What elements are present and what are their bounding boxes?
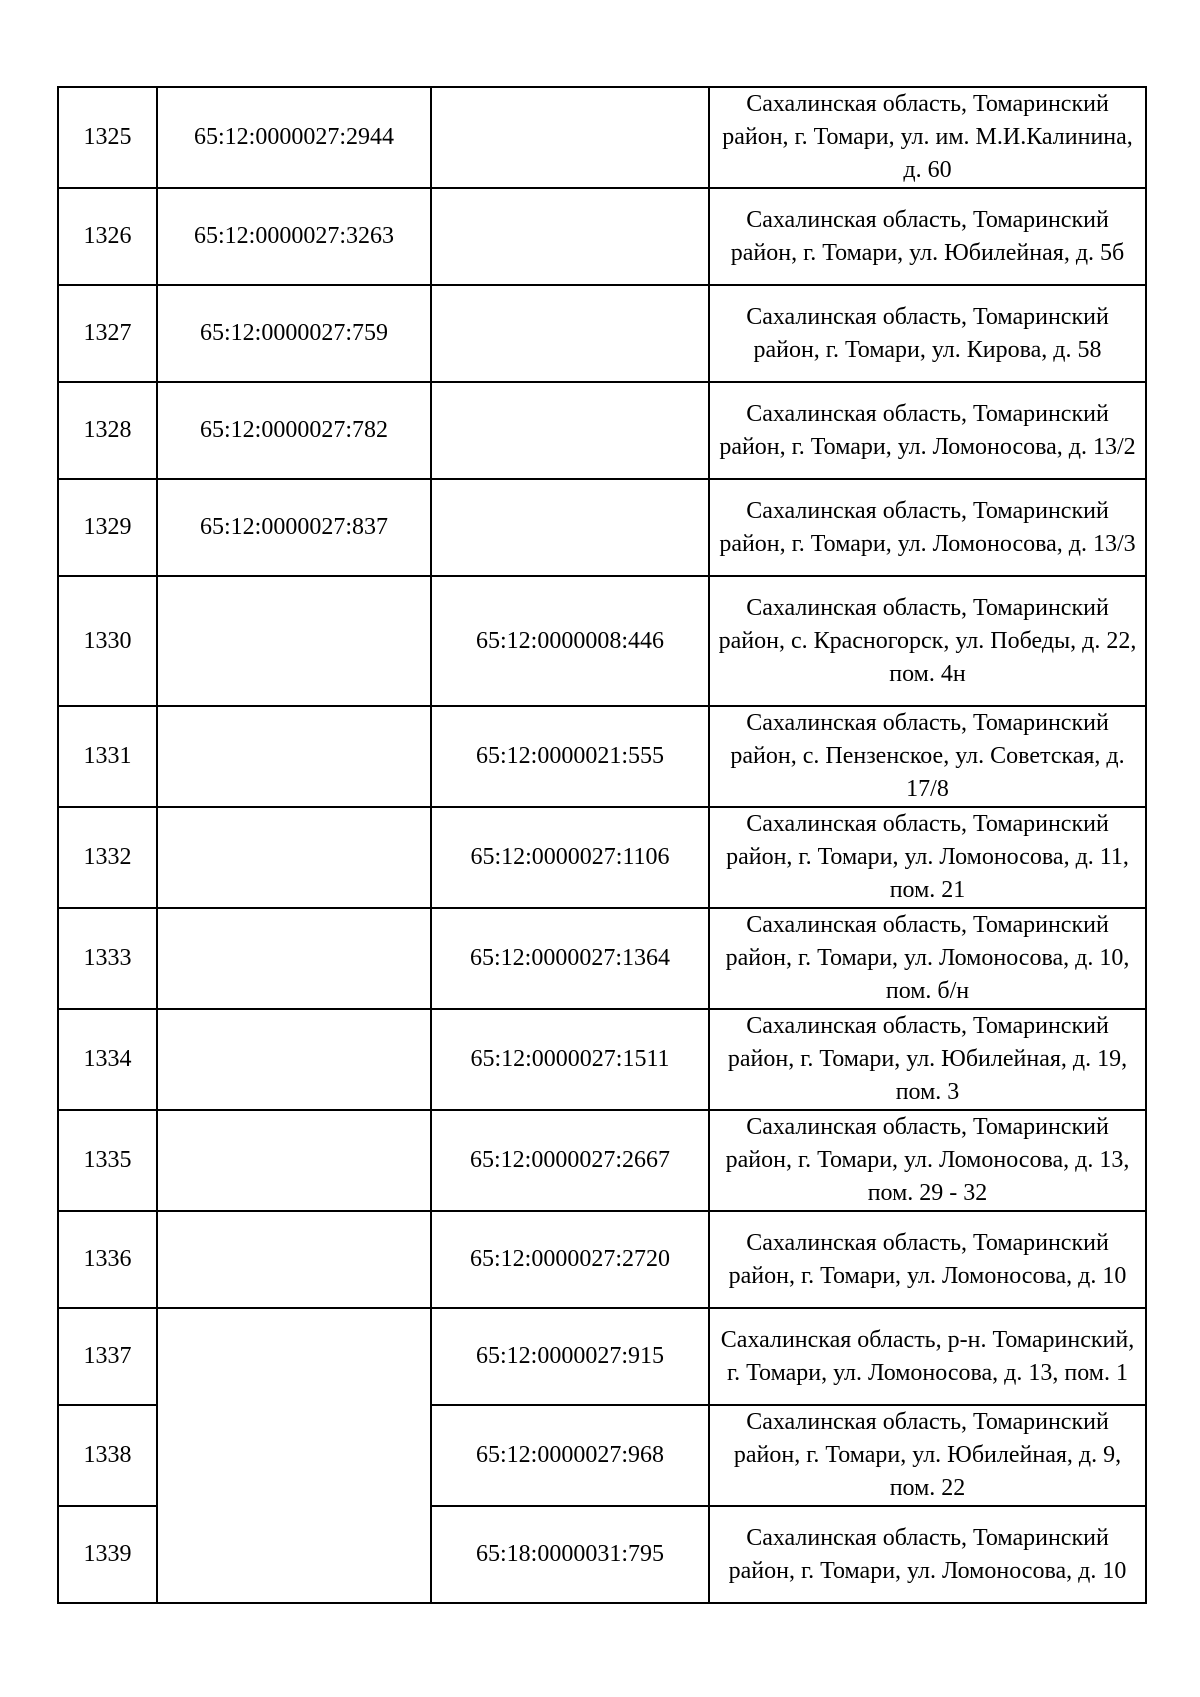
address-cell: Сахалинская область, Томаринский район, г. Томари, ул. Ломоносова, д. 11, пом. 21	[709, 807, 1146, 908]
cadastral-number-premises	[431, 479, 709, 576]
cadastral-number-premises	[431, 87, 709, 188]
cadastral-number-premises: 65:18:0000031:795	[431, 1506, 709, 1603]
cadastral-number-premises: 65:12:0000027:2667	[431, 1110, 709, 1211]
row-number: 1327	[58, 285, 157, 382]
table-row	[58, 479, 1146, 576]
row-number: 1328	[58, 382, 157, 479]
cadastral-number-premises: 65:12:0000027:1511	[431, 1009, 709, 1110]
cadastral-number-land-merged	[157, 1308, 431, 1603]
cadastral-number-premises: 65:12:0000027:968	[431, 1405, 709, 1506]
cadastral-number-land	[157, 1009, 431, 1110]
row-number: 1338	[58, 1405, 157, 1506]
table-row	[58, 1110, 1146, 1211]
row-number: 1333	[58, 908, 157, 1009]
row-number: 1335	[58, 1110, 157, 1211]
cadastral-number-land	[157, 908, 431, 1009]
cadastral-number-land: 65:12:0000027:3263	[157, 188, 431, 285]
register-table	[57, 86, 1147, 1604]
table-row	[58, 1009, 1146, 1110]
row-number: 1326	[58, 188, 157, 285]
address-cell: Сахалинская область, Томаринский район, г. Томари, ул. Ломоносова, д. 10, пом. б/н	[709, 908, 1146, 1009]
cadastral-number-premises: 65:12:0000021:555	[431, 706, 709, 807]
address-cell: Сахалинская область, Томаринский район, г. Томари, ул. Ломоносова, д. 10	[709, 1211, 1146, 1308]
cadastral-number-premises: 65:12:0000027:2720	[431, 1211, 709, 1308]
cadastral-number-land: 65:12:0000027:2944	[157, 87, 431, 188]
row-number: 1339	[58, 1506, 157, 1603]
table-row	[58, 1308, 1146, 1405]
address-cell: Сахалинская область, Томаринский район, г. Томари, ул. Юбилейная, д. 19, пом. 3	[709, 1009, 1146, 1110]
cadastral-number-land	[157, 576, 431, 706]
cadastral-number-premises	[431, 285, 709, 382]
address-cell: Сахалинская область, Томаринский район, г. Томари, ул. Юбилейная, д. 9, пом. 22	[709, 1405, 1146, 1506]
cadastral-number-premises	[431, 382, 709, 479]
table-row	[58, 87, 1146, 188]
row-number: 1337	[58, 1308, 157, 1405]
cadastral-number-land: 65:12:0000027:837	[157, 479, 431, 576]
table-row	[58, 576, 1146, 706]
address-cell: Сахалинская область, р-н. Томаринский, г. Томари, ул. Ломоносова, д. 13, пом. 1	[709, 1308, 1146, 1405]
row-number: 1329	[58, 479, 157, 576]
cadastral-number-land: 65:12:0000027:782	[157, 382, 431, 479]
address-cell: Сахалинская область, Томаринский район, г. Томари, ул. Ломоносова, д. 13/3	[709, 479, 1146, 576]
row-number: 1332	[58, 807, 157, 908]
address-cell: Сахалинская область, Томаринский район, г. Томари, ул. Ломоносова, д. 13, пом. 29 - 32	[709, 1110, 1146, 1211]
cadastral-number-land	[157, 807, 431, 908]
row-number: 1325	[58, 87, 157, 188]
table-row	[58, 908, 1146, 1009]
cadastral-number-premises: 65:12:0000008:446	[431, 576, 709, 706]
cadastral-number-land	[157, 706, 431, 807]
cadastral-number-premises: 65:12:0000027:1364	[431, 908, 709, 1009]
row-number: 1330	[58, 576, 157, 706]
cadastral-number-premises: 65:12:0000027:915	[431, 1308, 709, 1405]
table-row	[58, 807, 1146, 908]
cadastral-number-land	[157, 1211, 431, 1308]
address-cell: Сахалинская область, Томаринский район, г. Томари, ул. Ломоносова, д. 13/2	[709, 382, 1146, 479]
address-cell: Сахалинская область, Томаринский район, г. Томари, ул. Юбилейная, д. 5б	[709, 188, 1146, 285]
row-number: 1331	[58, 706, 157, 807]
address-cell: Сахалинская область, Томаринский район, с. Пензенское, ул. Советская, д. 17/8	[709, 706, 1146, 807]
table-row	[58, 706, 1146, 807]
table-row	[58, 1211, 1146, 1308]
address-cell: Сахалинская область, Томаринский район, г. Томари, ул. Ломоносова, д. 10	[709, 1506, 1146, 1603]
table-row	[58, 285, 1146, 382]
cadastral-number-land	[157, 1110, 431, 1211]
table-row	[58, 188, 1146, 285]
address-cell: Сахалинская область, Томаринский район, г. Томари, ул. Кирова, д. 58	[709, 285, 1146, 382]
cadastral-number-premises: 65:12:0000027:1106	[431, 807, 709, 908]
cadastral-number-premises	[431, 188, 709, 285]
address-cell: Сахалинская область, Томаринский район, г. Томари, ул. им. М.И.Калинина, д. 60	[709, 87, 1146, 188]
table-row	[58, 382, 1146, 479]
row-number: 1334	[58, 1009, 157, 1110]
cadastral-number-land: 65:12:0000027:759	[157, 285, 431, 382]
address-cell: Сахалинская область, Томаринский район, с. Красногорск, ул. Победы, д. 22, пом. 4н	[709, 576, 1146, 706]
row-number: 1336	[58, 1211, 157, 1308]
